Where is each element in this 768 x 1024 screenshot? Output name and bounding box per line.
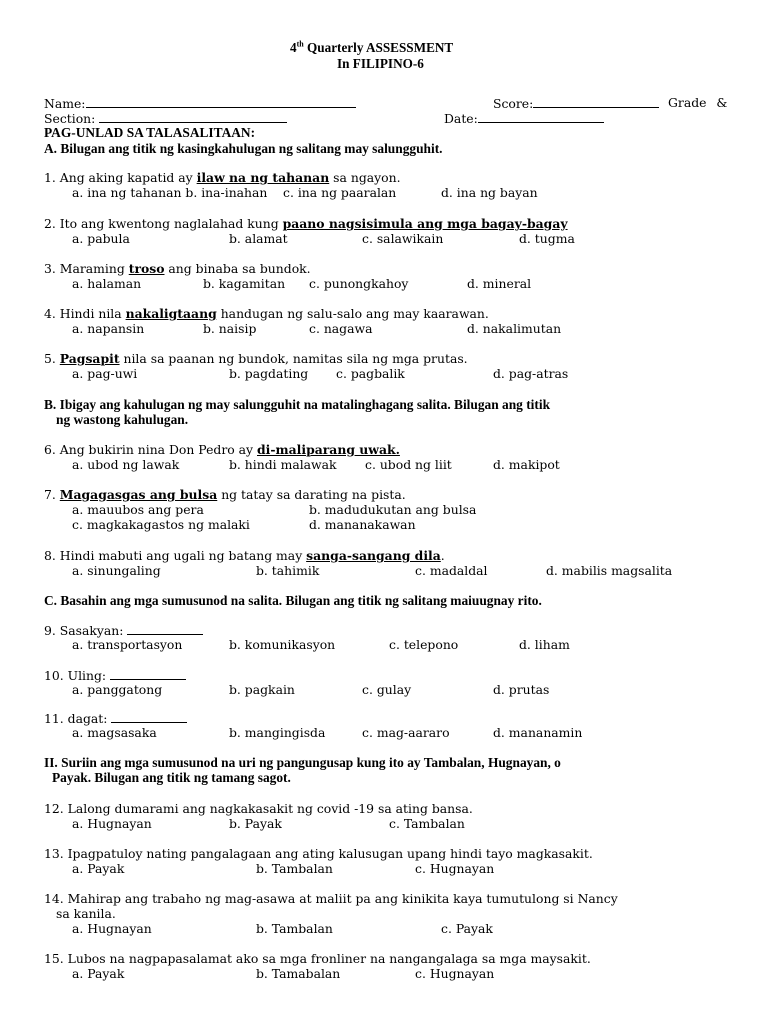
question-10 — [44, 667, 186, 683]
question-13: 13. Ipagpatuloy nating pangalagaan ang ating kalusugan upang hindi tayo magkasakit. — [44, 846, 593, 861]
q15-option-c[interactable]: c. Hugnayan — [415, 966, 495, 981]
q2-option-b[interactable]: b. alamat — [229, 231, 288, 246]
sectionB-title-line2: ng wastong kahulugan. — [56, 412, 189, 427]
q14-option-b[interactable]: b. Tambalan — [256, 921, 333, 936]
score-label: Score: — [493, 96, 534, 111]
q5-underlined: Pagsapit — [59, 351, 120, 366]
question-6 — [44, 442, 400, 457]
score-blank[interactable] — [533, 95, 659, 108]
q3-post: ang binaba sa bundok. — [164, 261, 311, 276]
question-14-line1: 14. Mahirap ang trabaho ng mag-asawa at maliit pa ang kinikita kaya tumutulong si Nancy — [44, 891, 618, 906]
q13-option-b[interactable]: b. Tambalan — [256, 861, 333, 876]
q12-option-c[interactable]: c. Tambalan — [389, 816, 465, 831]
q9-option-a[interactable]: a. transportasyon — [72, 637, 183, 652]
question-8 — [44, 548, 445, 563]
q9-option-b[interactable]: b. komunikasyon — [229, 637, 336, 652]
q7-option-a[interactable]: a. mauubos ang pera — [72, 502, 204, 517]
q4-post: handugan ng salu-salo ang may kaarawan. — [216, 306, 489, 321]
q3-option-d[interactable]: d. mineral — [467, 276, 532, 291]
q4-pre: 4. Hindi nila — [44, 306, 126, 321]
name-field — [44, 95, 356, 111]
q7-option-b[interactable]: b. madudukutan ang bulsa — [309, 502, 477, 517]
title-number: 4 — [290, 40, 297, 55]
q7-option-c[interactable]: c. magkakagastos ng malaki — [72, 517, 250, 532]
q2-option-c[interactable]: c. salawikain — [362, 231, 444, 246]
q11-option-a[interactable]: a. magsasaka — [72, 725, 157, 740]
name-blank[interactable] — [86, 95, 356, 108]
q2-pre: 2. Ito ang kwentong naglalahad kung — [44, 216, 283, 231]
question-1 — [44, 170, 401, 185]
q5-pre: 5. — [44, 351, 60, 366]
section-blank[interactable] — [99, 110, 287, 123]
q8-option-a[interactable]: a. sinungaling — [72, 563, 161, 578]
q11-option-c[interactable]: c. mag-aararo — [362, 725, 450, 740]
q10-option-d[interactable]: d. prutas — [493, 682, 550, 697]
q7-post: ng tatay sa darating na pista. — [217, 487, 406, 502]
q6-option-c[interactable]: c. ubod ng liit — [365, 457, 452, 472]
q5-option-d[interactable]: d. pag-atras — [493, 366, 569, 381]
q1-underlined: ilaw na ng tahanan — [196, 170, 330, 185]
question-5 — [44, 351, 468, 366]
question-4 — [44, 306, 489, 321]
q11-option-b[interactable]: b. mangingisda — [229, 725, 326, 740]
q10-option-a[interactable]: a. panggatong — [72, 682, 163, 697]
q10-label: 10. Uling: — [44, 668, 111, 683]
date-blank[interactable] — [478, 110, 604, 123]
title-text: Quarterly ASSESSMENT — [303, 40, 454, 55]
q7-underlined: Magagasgas ang bulsa — [59, 487, 218, 502]
q6-option-a[interactable]: a. ubod ng lawak — [72, 457, 180, 472]
title-superscript: th — [296, 39, 304, 49]
q1-option-c[interactable]: c. ina ng paaralan — [283, 185, 397, 200]
q11-label: 11. dagat: — [44, 711, 112, 726]
part1-title: PAG-UNLAD SA TALASALITAAN: — [44, 125, 256, 140]
q6-option-b[interactable]: b. hindi malawak — [229, 457, 337, 472]
q6-option-d[interactable]: d. makipot — [493, 457, 560, 472]
page-title — [290, 40, 453, 55]
q1-post: sa ngayon. — [329, 170, 401, 185]
q2-option-d[interactable]: d. tugma — [519, 231, 575, 246]
q6-pre: 6. Ang bukirin nina Don Pedro ay — [44, 442, 257, 457]
score-field — [493, 95, 659, 111]
q1-pre: 1. Ang aking kapatid ay — [44, 170, 197, 185]
q2-underlined: paano nagsisimula ang mga bagay-bagay — [282, 216, 568, 231]
question-14-line2: sa kanila. — [56, 906, 116, 921]
q10-option-b[interactable]: b. pagkain — [229, 682, 295, 697]
sectionC-title: C. Basahin ang mga sumusunod na salita. Bilugan ang titik ng salitang maiuugnay rito. — [44, 593, 542, 608]
q8-option-d[interactable]: d. mabilis magsalita — [546, 563, 673, 578]
q9-blank[interactable] — [127, 622, 203, 635]
q9-option-c[interactable]: c. telepono — [389, 637, 459, 652]
q10-option-c[interactable]: c. gulay — [362, 682, 412, 697]
question-12: 12. Lalong dumarami ang nagkakasakit ng covid -19 sa ating bansa. — [44, 801, 473, 816]
q14-option-c[interactable]: c. Payak — [441, 921, 493, 936]
sectionA-title: A. Bilugan ang titik ng kasingkahulugan ng salitang may salungguhit. — [44, 141, 443, 156]
q8-option-b[interactable]: b. tahimik — [256, 563, 320, 578]
sectionB-title-line1: B. Ibigay ang kahulugan ng may salungguhit na matalinghagang salita. Bilugan ang titik — [44, 397, 551, 412]
part2-title-line2: Payak. Bilugan ang titik ng tamang sagot. — [52, 770, 291, 785]
q5-option-c[interactable]: c. pagbalik — [336, 366, 405, 381]
q15-option-b[interactable]: b. Tamabalan — [256, 966, 341, 981]
q11-blank[interactable] — [111, 710, 187, 723]
name-label: Name: — [44, 96, 86, 111]
q3-option-b[interactable]: b. kagamitan — [203, 276, 286, 291]
q5-post: nila sa paanan ng bundok, namitas sila ng mga prutas. — [119, 351, 468, 366]
q9-option-d[interactable]: d. liham — [519, 637, 570, 652]
q8-post: . — [440, 548, 445, 563]
q12-option-a[interactable]: a. Hugnayan — [72, 816, 152, 831]
q3-underlined: troso — [128, 261, 165, 276]
q7-option-d[interactable]: d. mananakawan — [309, 517, 416, 532]
q4-option-c[interactable]: c. nagawa — [309, 321, 373, 336]
q3-option-c[interactable]: c. punongkahoy — [309, 276, 409, 291]
q3-option-a[interactable]: a. halaman — [72, 276, 142, 291]
q4-underlined: nakaligtaang — [125, 306, 217, 321]
q1-option-ab[interactable]: a. ina ng tahanan b. ina-inahan — [72, 185, 268, 200]
q5-option-b[interactable]: b. pagdating — [229, 366, 309, 381]
q10-blank[interactable] — [110, 667, 186, 680]
q8-option-c[interactable]: c. madaldal — [415, 563, 488, 578]
q1-option-d[interactable]: d. ina ng bayan — [441, 185, 538, 200]
question-7 — [44, 487, 406, 502]
part2-title-line1: II. Suriin ang mga sumusunod na uri ng pangungusap kung ito ay Tambalan, Hugnayan, o — [44, 755, 561, 770]
page-subtitle: In FILIPINO-6 — [337, 56, 424, 71]
q14-option-a[interactable]: a. Hugnayan — [72, 921, 152, 936]
question-15: 15. Lubos na nagpapasalamat ako sa mga fronliner na nangangalaga sa mga maysakit. — [44, 951, 591, 966]
q7-pre: 7. — [44, 487, 60, 502]
q4-option-b[interactable]: b. naisip — [203, 321, 257, 336]
question-9 — [44, 622, 203, 638]
date-label: Date: — [444, 111, 478, 126]
date-field — [444, 110, 604, 126]
q2-option-a[interactable]: a. pabula — [72, 231, 130, 246]
q13-option-a[interactable]: a. Payak — [72, 861, 125, 876]
q8-pre: 8. Hindi mabuti ang ugali ng batang may — [44, 548, 307, 563]
q9-label: 9. Sasakyan: — [44, 623, 128, 638]
q6-underlined: di-maliparang uwak. — [257, 442, 400, 457]
q12-option-b[interactable]: b. Payak — [229, 816, 282, 831]
q4-option-d[interactable]: d. nakalimutan — [467, 321, 562, 336]
question-2 — [44, 216, 568, 231]
q13-option-c[interactable]: c. Hugnayan — [415, 861, 495, 876]
q5-option-a[interactable]: a. pag-uwi — [72, 366, 138, 381]
grade-label: Grade & — [668, 95, 728, 110]
section-label: Section: — [44, 111, 96, 126]
q8-underlined: sanga-sangang dila — [306, 548, 441, 563]
question-3 — [44, 261, 311, 276]
section-field — [44, 110, 287, 126]
question-11 — [44, 710, 187, 726]
q11-option-d[interactable]: d. mananamin — [493, 725, 583, 740]
q4-option-a[interactable]: a. napansin — [72, 321, 145, 336]
q15-option-a[interactable]: a. Payak — [72, 966, 125, 981]
q3-pre: 3. Maraming — [44, 261, 129, 276]
